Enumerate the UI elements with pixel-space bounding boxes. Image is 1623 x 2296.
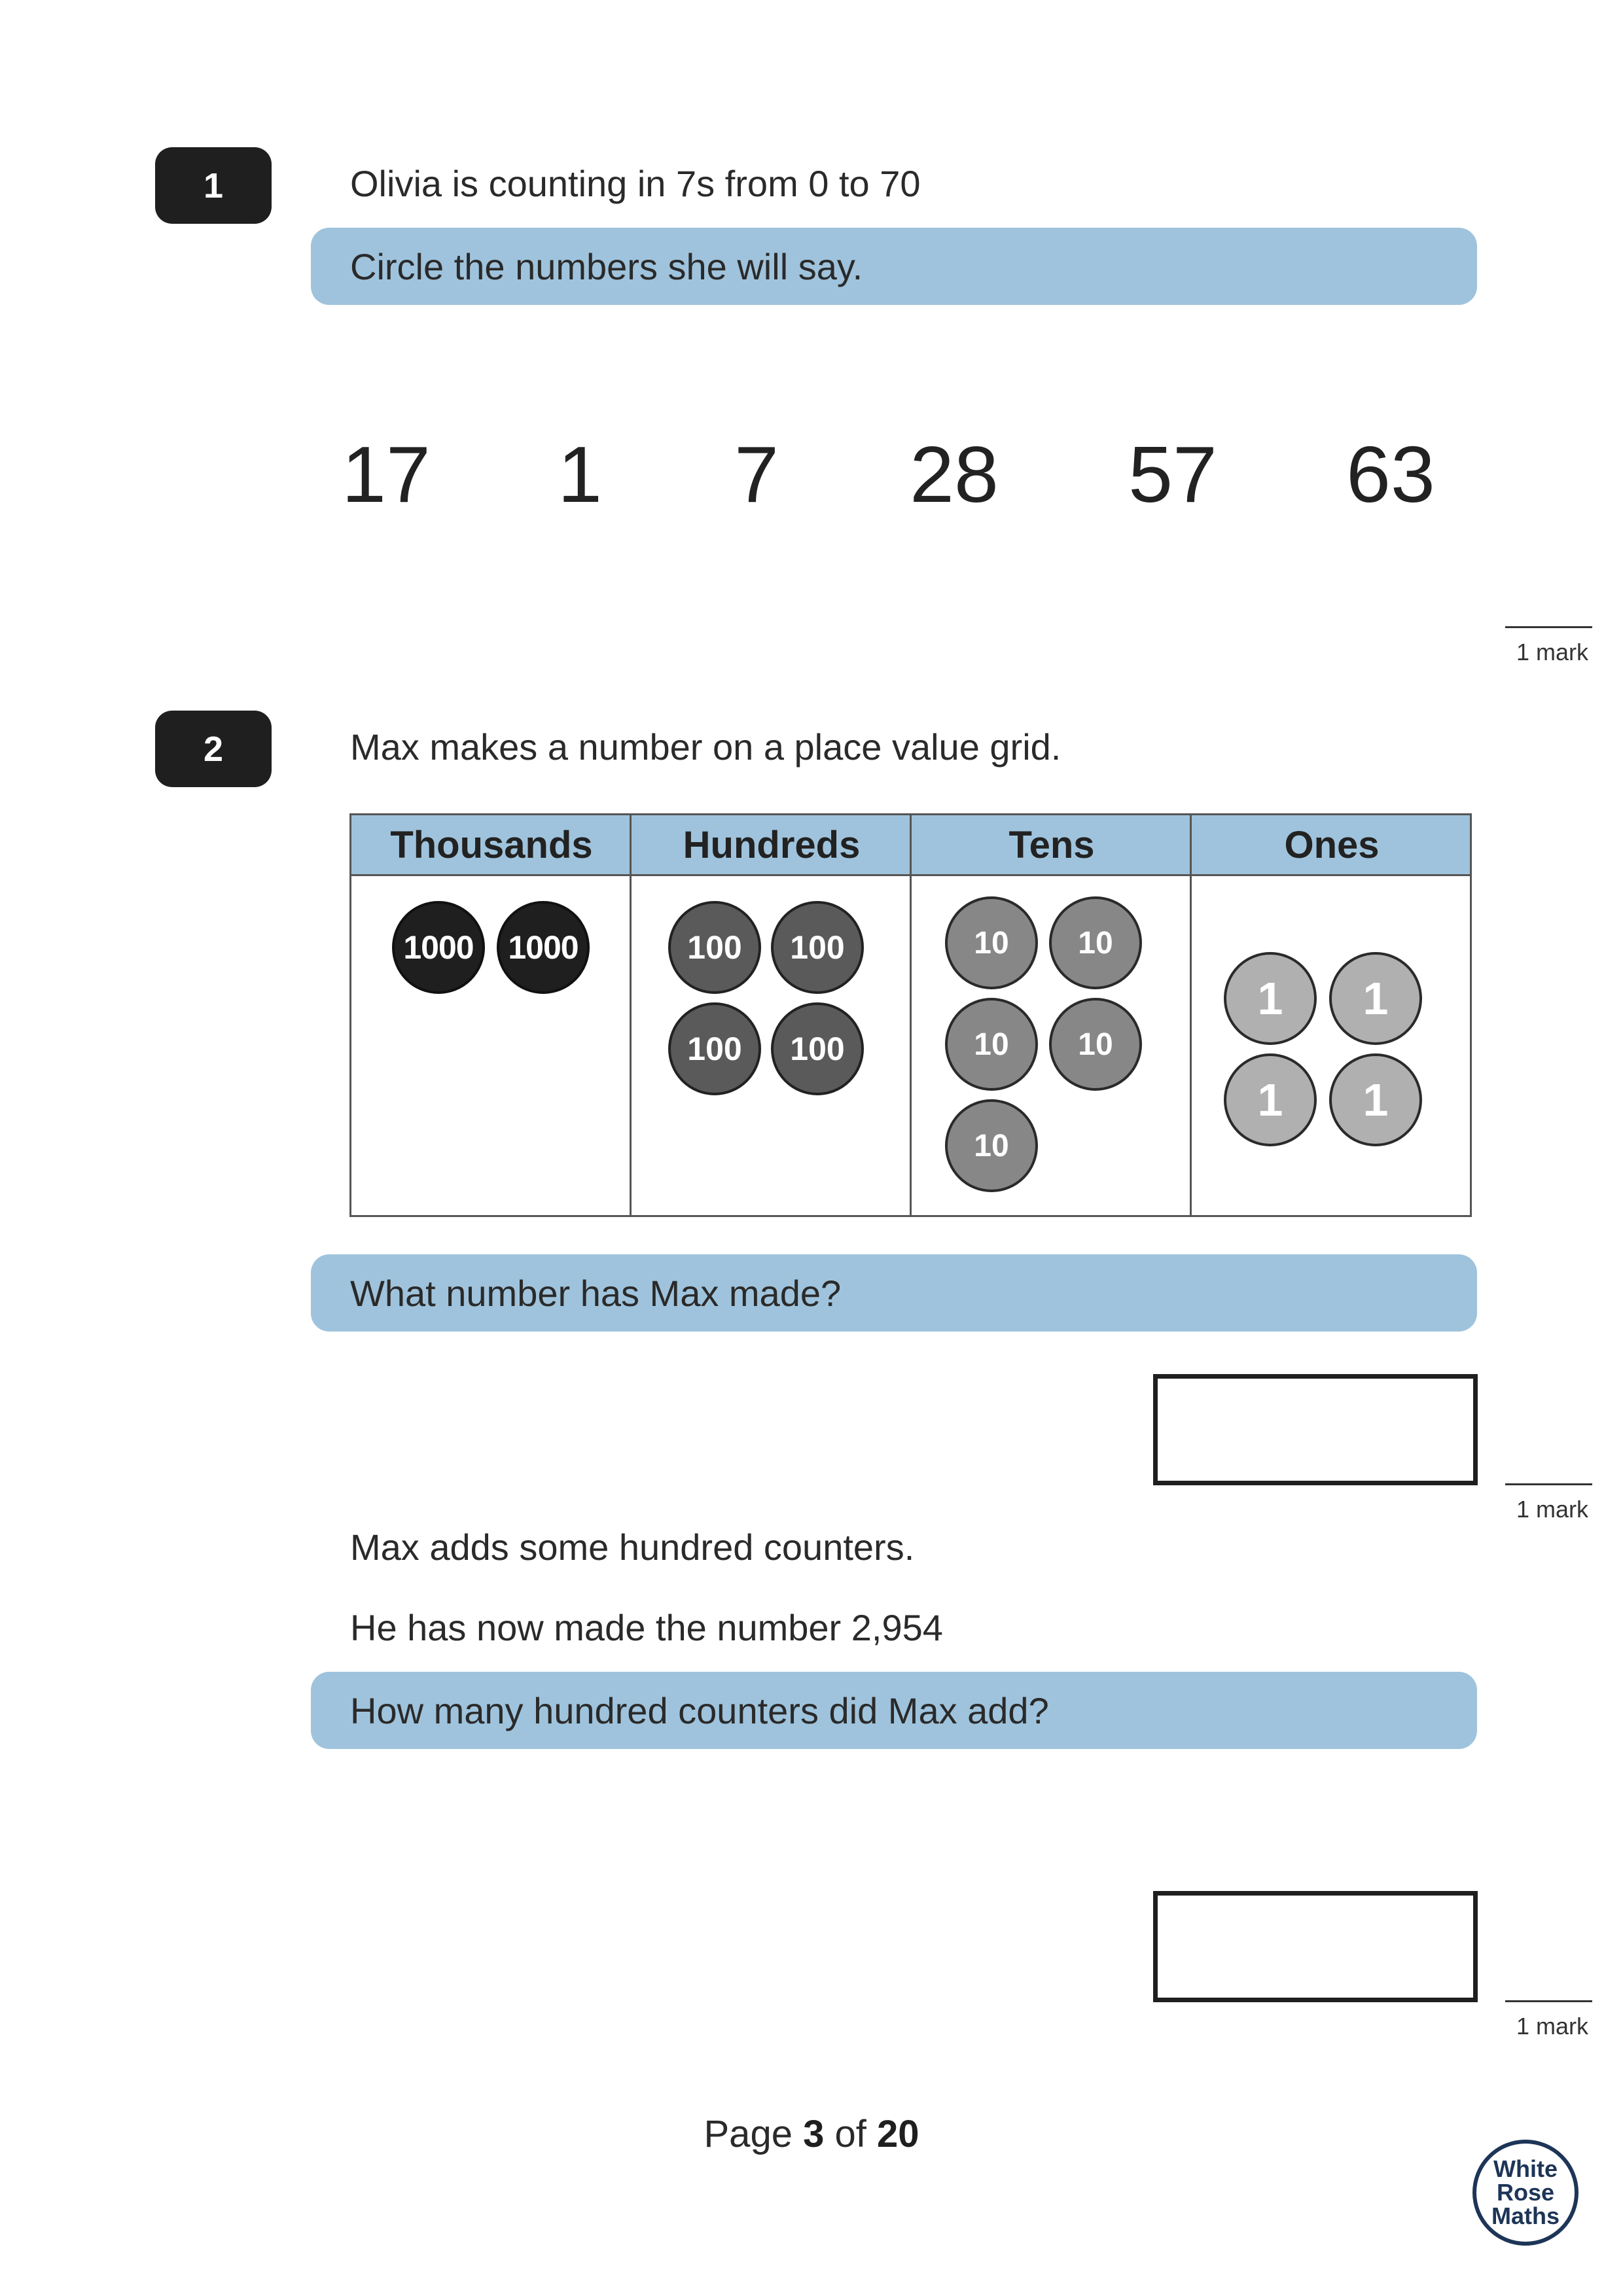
answer-box[interactable] [1153, 1891, 1478, 2002]
instruction-banner [311, 1672, 1477, 1749]
instruction-text: Circle the numbers she will say. [350, 245, 863, 287]
mark-label: 1 mark [1505, 2000, 1592, 2040]
place-value-grid [349, 813, 1472, 1217]
number-choice[interactable]: 1 [558, 430, 602, 519]
instruction-banner [311, 228, 1477, 305]
hundred-counter: 100 [771, 1002, 864, 1095]
column-header-tens: Tens [1008, 823, 1095, 866]
number-choice[interactable]: 57 [1128, 430, 1217, 519]
page-indicator [0, 2112, 1623, 2156]
ten-counter: 10 [1049, 998, 1142, 1091]
one-counter: 1 [1224, 952, 1317, 1045]
column-divider [630, 815, 632, 1215]
column-header-ones: Ones [1284, 823, 1380, 866]
number-choice[interactable]: 63 [1346, 430, 1435, 519]
hundred-counter: 100 [771, 901, 864, 994]
current-page: 3 [803, 2113, 825, 2155]
ten-counter: 10 [945, 1099, 1038, 1192]
mark-label: 1 mark [1505, 1483, 1592, 1523]
instruction-text: What number has Max made? [350, 1272, 842, 1314]
hundred-counter: 100 [668, 901, 761, 994]
number-choice[interactable]: 17 [342, 430, 431, 519]
ten-counter: 10 [945, 896, 1038, 989]
white-rose-maths-logo [1472, 2140, 1578, 2246]
ten-counter: 10 [945, 998, 1038, 1091]
thousand-counter: 1000 [497, 901, 590, 994]
answer-box[interactable] [1153, 1374, 1478, 1485]
total-pages: 20 [876, 2113, 919, 2155]
question-text: He has now made the number 2,954 [350, 1607, 943, 1648]
one-counter: 1 [1329, 952, 1422, 1045]
one-counter: 1 [1329, 1053, 1422, 1146]
mark-label: 1 mark [1505, 626, 1592, 666]
logo-line: Maths [1491, 2202, 1560, 2229]
question-text: Max adds some hundred counters. [350, 1527, 915, 1568]
instruction-text: How many hundred counters did Max add? [350, 1689, 1049, 1731]
question-number-badge: 1 [155, 147, 272, 224]
question-prompt: Max makes a number on a place value grid. [350, 726, 1061, 768]
number-choice[interactable]: 28 [910, 430, 999, 519]
question-prompt: Olivia is counting in 7s from 0 to 70 [350, 163, 921, 204]
one-counter: 1 [1224, 1053, 1317, 1146]
hundred-counter: 100 [668, 1002, 761, 1095]
ten-counter: 10 [1049, 896, 1142, 989]
thousand-counter: 1000 [392, 901, 485, 994]
column-divider [1190, 815, 1192, 1215]
column-header-thousands: Thousands [390, 823, 593, 866]
logo-line: White [1493, 2155, 1558, 2182]
column-header-hundreds: Hundreds [683, 823, 861, 866]
instruction-banner [311, 1254, 1477, 1332]
logo-line: Rose [1496, 2179, 1555, 2206]
column-divider [910, 815, 912, 1215]
page-word: Page [704, 2113, 793, 2155]
question-number-badge: 2 [155, 711, 272, 787]
number-choice[interactable]: 7 [734, 430, 779, 519]
of-word: of [834, 2113, 866, 2155]
